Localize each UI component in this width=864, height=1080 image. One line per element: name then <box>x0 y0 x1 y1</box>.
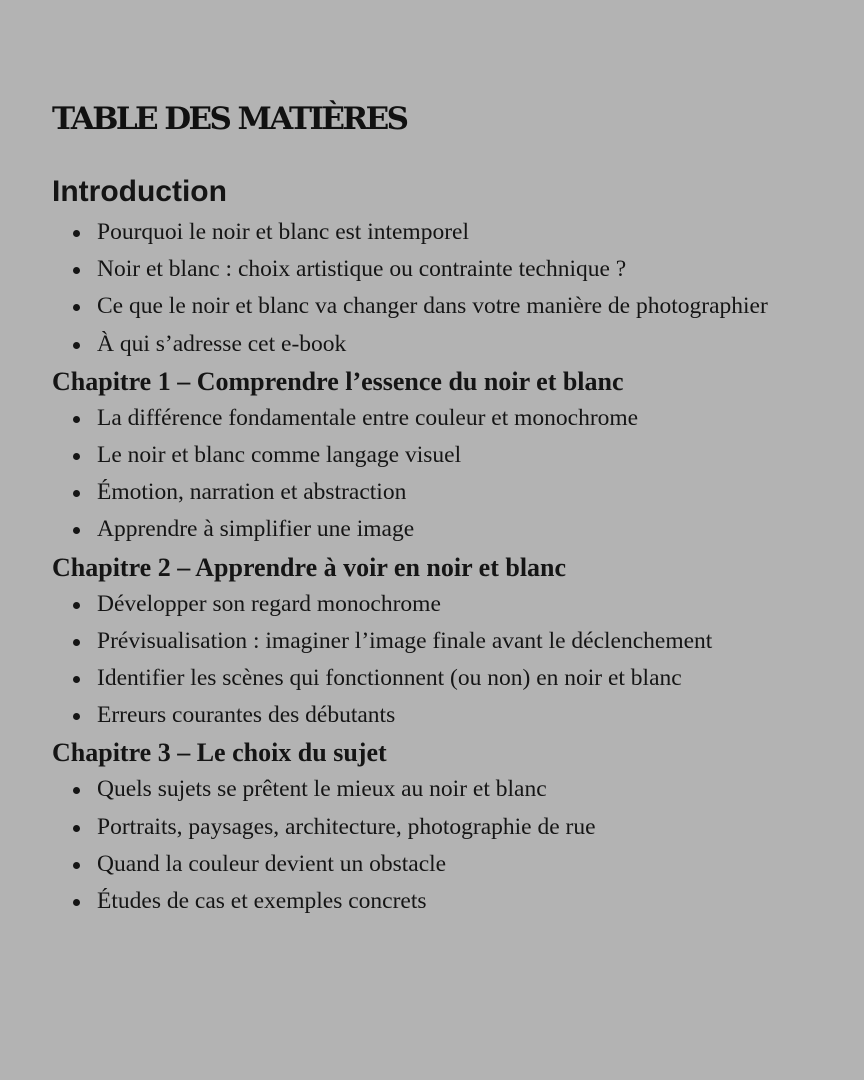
list-item <box>52 474 852 511</box>
bullet-icon <box>73 490 80 497</box>
list-item-text: À qui s’adresse cet e-book <box>97 330 347 357</box>
section-introduction <box>52 172 852 363</box>
chapter-separator: – <box>170 366 197 396</box>
chapter-heading <box>52 549 852 586</box>
list-item-text: Erreurs courantes des débutants <box>97 702 396 729</box>
section-items <box>52 400 852 549</box>
list-item <box>52 660 852 697</box>
bullet-icon <box>73 416 80 423</box>
bullet-icon <box>73 453 80 460</box>
section-items <box>52 586 852 735</box>
list-item-text: Noir et blanc : choix artistique ou contrainte technique ? <box>97 256 627 283</box>
bullet-icon <box>73 527 80 534</box>
list-item <box>52 214 852 251</box>
list-item <box>52 511 852 548</box>
bullet-icon <box>73 230 80 237</box>
list-item-text: Études de cas et exemples concrets <box>97 888 427 915</box>
list-item <box>52 771 852 808</box>
list-item-text: Développer son regard monochrome <box>97 590 441 617</box>
list-item <box>52 846 852 883</box>
bullet-icon <box>73 267 80 274</box>
list-item-text: Quand la couleur devient un obstacle <box>97 850 447 877</box>
bullet-icon <box>73 602 80 609</box>
bullet-icon <box>73 825 80 832</box>
list-item <box>52 883 852 920</box>
bullet-icon <box>73 899 80 906</box>
chapter-heading <box>52 734 852 771</box>
list-item <box>52 326 852 363</box>
bullet-icon <box>73 342 80 349</box>
chapter-heading <box>52 363 852 400</box>
chapter-title: Le choix du sujet <box>196 738 387 768</box>
list-item <box>52 437 852 474</box>
chapter-label: Chapitre 3 <box>52 738 171 768</box>
bullet-icon <box>73 639 80 646</box>
list-item <box>52 623 852 660</box>
bullet-icon <box>73 862 80 869</box>
bullet-icon <box>73 787 80 794</box>
section-chapter-2 <box>52 549 852 735</box>
list-item-text: Ce que le noir et blanc va changer dans votre manière de photographier <box>97 293 768 320</box>
list-item-text: La différence fondamentale entre couleur et monochrome <box>97 404 639 431</box>
section-chapter-1 <box>52 363 852 549</box>
list-item-text: Le noir et blanc comme langage visuel <box>97 442 462 469</box>
list-item <box>52 809 852 846</box>
list-item-text: Identifier les scènes qui fonctionnent (ou non) en noir et blanc <box>97 665 682 692</box>
table-of-contents <box>52 96 852 920</box>
chapter-title: Apprendre à voir en noir et blanc <box>195 552 567 582</box>
list-item <box>52 288 852 325</box>
section-heading: Introduction <box>52 175 227 208</box>
bullet-icon <box>73 713 80 720</box>
list-item-text: Émotion, narration et abstraction <box>97 479 407 506</box>
bullet-icon <box>73 304 80 311</box>
section-items <box>52 771 852 920</box>
list-item <box>52 251 852 288</box>
page-title: TABLE DES MATIÈRES <box>52 101 407 137</box>
list-item-text: Quels sujets se prêtent le mieux au noir et blanc <box>97 776 547 803</box>
chapter-title: Comprendre l’essence du noir et blanc <box>196 366 624 396</box>
list-item-text: Pourquoi le noir et blanc est intemporel <box>97 219 469 245</box>
chapter-separator: – <box>170 738 197 768</box>
section-chapter-3 <box>52 734 852 920</box>
list-item <box>52 697 852 734</box>
list-item <box>52 400 852 437</box>
list-item <box>52 586 852 623</box>
chapter-label: Chapitre 2 <box>52 552 171 582</box>
chapter-separator: – <box>170 552 196 582</box>
bullet-icon <box>73 676 80 683</box>
section-items <box>52 214 852 363</box>
list-item-text: Portraits, paysages, architecture, photographie de rue <box>97 813 596 840</box>
list-item-text: Apprendre à simplifier une image <box>97 516 415 543</box>
chapter-label: Chapitre 1 <box>52 366 171 396</box>
list-item-text: Prévisualisation : imaginer l’image finale avant le déclenchement <box>97 627 713 654</box>
